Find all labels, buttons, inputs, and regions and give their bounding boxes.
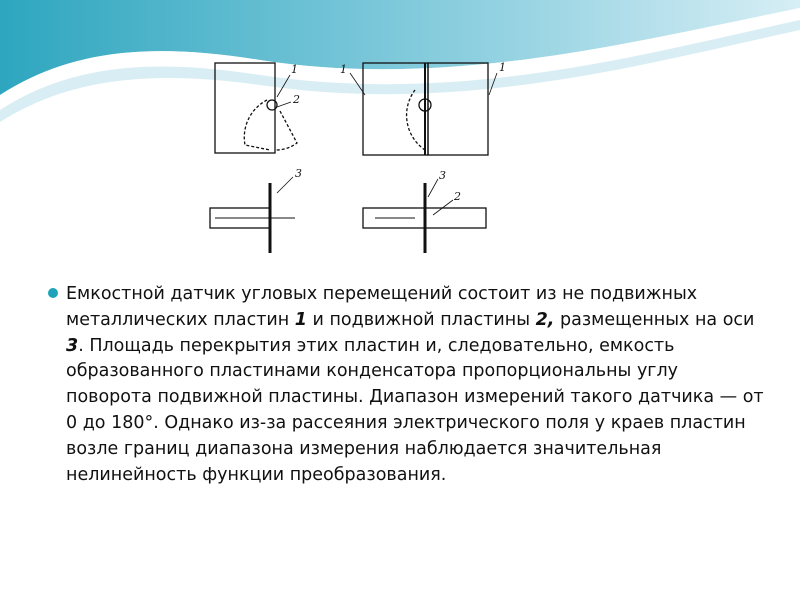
- fixed-plate-right-a: [363, 63, 428, 155]
- diagram-left-top: [215, 63, 297, 153]
- label-3-right: 3: [439, 169, 446, 182]
- plate-number-1: 1: [294, 309, 307, 330]
- label-2-left: 2: [293, 93, 300, 106]
- diagram-right-top: [350, 63, 497, 155]
- fixed-plate-left: [215, 63, 275, 153]
- slide-body: [48, 282, 768, 488]
- axis-number-3: 3: [66, 335, 79, 356]
- label-1-left: 1: [291, 63, 298, 76]
- label-2-right: 2: [454, 190, 461, 203]
- bullet-icon: [48, 288, 58, 298]
- plate-number-2: 2,: [535, 309, 555, 330]
- label-3-left: 3: [295, 167, 302, 180]
- label-1-right-a: 1: [340, 63, 347, 76]
- diagram-right-side: [363, 179, 486, 253]
- sensor-diagram: [205, 55, 510, 255]
- label-1-right-b: 1: [499, 61, 506, 74]
- diagram-left-side: [210, 177, 295, 253]
- description-paragraph: Емкостной датчик угловых перемещений состоит из не подвижных металлических пластин 1 и подвижной пластины 2, размещенных на оси 3. Площадь перекрытия этих пластин и, следовательно, емкость образованного пластинами конденсатора пропорциональны углу поворота подвижной пластины. Диапазон измерений такого датчика — от 0 до 180°. Однако из-за рассеяния электрического поля у краев пластин возле границ диапазона измерения наблюдается значительная нелинейность функции преобразования.: [66, 284, 764, 485]
- moving-plate-outline-left: [244, 100, 270, 150]
- fixed-plate-right-b: [428, 63, 488, 155]
